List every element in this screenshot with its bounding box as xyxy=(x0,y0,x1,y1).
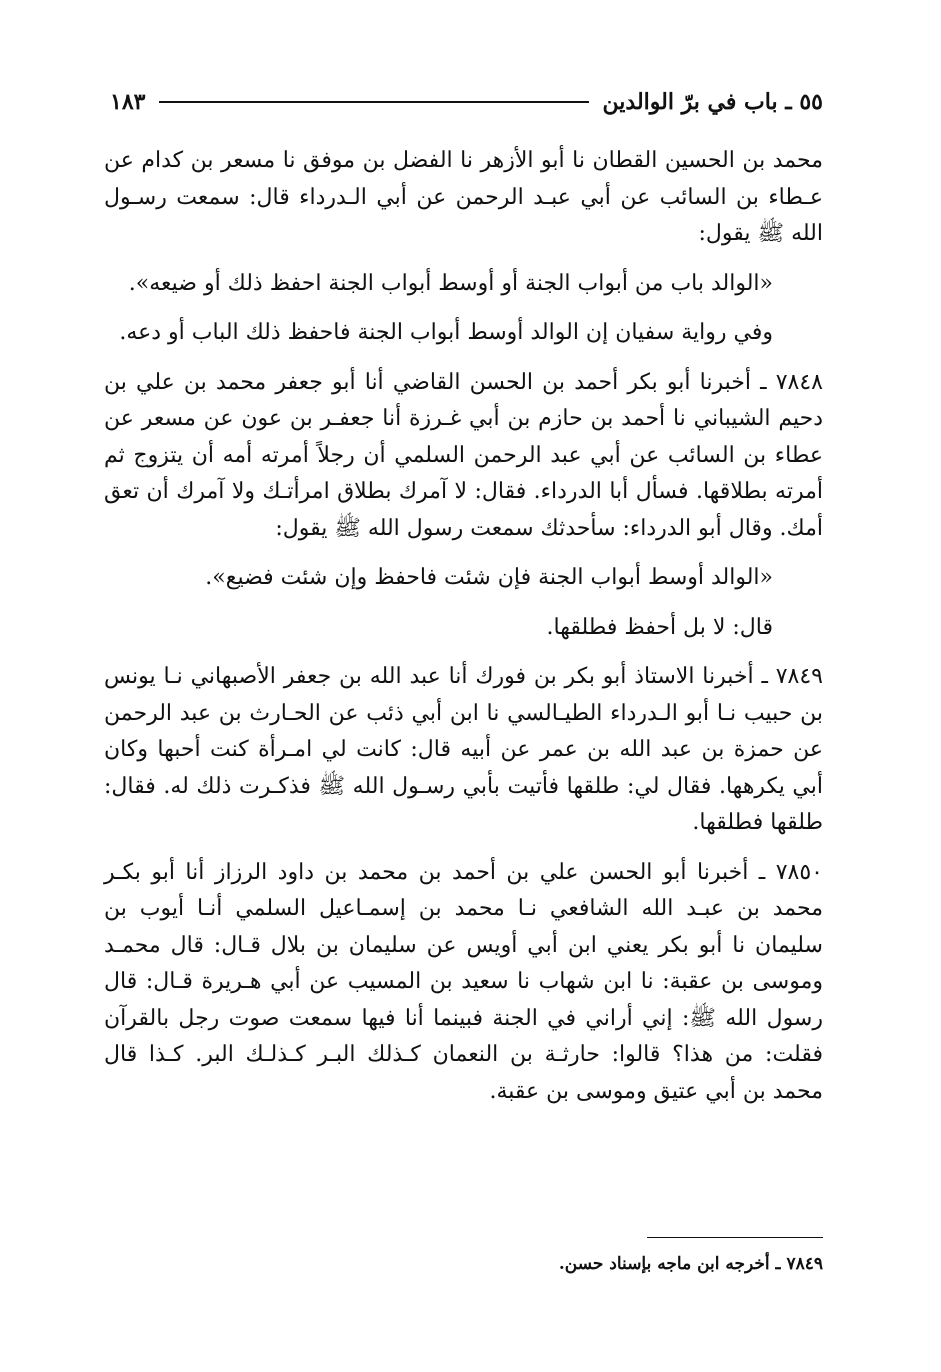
header-rule xyxy=(159,101,588,103)
hadith-paragraph: محمد بن الحسين القطان نا أبو الأزهر نا الفضل بن موفق نا مسعر بن كدام عن عـطاء بن السائب عن أبي عبـد الرحمن عن أبي الـدرداء قال: سمعت رسـول الله ﷺ يقول: xyxy=(104,148,823,246)
page-number: ١٨٣ xyxy=(110,89,146,115)
hadith-quote: «الوالد باب من أبواب الجنة أو أوسط أبواب الجنة احفظ ذلك أو ضيعه». xyxy=(128,270,773,296)
hadith-paragraph: ٧٨٤٨ ـ أخبرنا أبو بكر أحمد بن الحسن القاضي أنا أبو جعفر محمد بن علي بن دحيم الشيباني نا أحمد بن حازم بن أبي غـرزة أنا جعفـر بن عون عن مسعر عن عطاء بن السائب عن أبي عبد الرحمن السلمي أن رجلاً أمرته أمه أن يتزوج ثم أمرته بطلاقها. فسأل أبا الدرداء. فقال: لا آمرك بطلاق امرأتـك ولا آمرك أن تعق أمك. وقال أبو الدرداء: سأحدثك سمعت رسول الله ﷺ يقول: xyxy=(104,369,823,541)
narration-note: قال: لا بل أحفظ فطلقها. xyxy=(546,614,773,640)
chapter-title: ٥٥ ـ باب في برّ الوالدين xyxy=(602,89,823,115)
footnote-separator xyxy=(647,1237,823,1238)
narration-note: وفي رواية سفيان إن الوالد أوسط أبواب الجنة فاحفظ ذلك الباب أو دعه. xyxy=(119,320,773,345)
running-header xyxy=(110,84,823,120)
hadith-quote: «الوالد أوسط أبواب الجنة فإن شئت فاحفظ وإن شئت فضيع». xyxy=(205,565,773,590)
hadith-paragraph: ٧٨٥٠ ـ أخبرنا أبو الحسن علي بن أحمد بن محمد بن داود الرزاز أنا أبو بكـر محمد بن عبـد الله الشافعي نـا محمد بن إسمـاعيل السلمي أنـا أيوب بن سليمان نا أبو بكر يعني ابن أبي أويس عن سليمان بن بلال قـال: قال محمـد وموسى بن عقبة: نا ابن شهاب نا سعيد بن المسيب عن أبي هـريرة قـال: قال رسول الله ﷺ: إني أراني في الجنة فبينما أنا فيها سمعت صوت رجل بالقرآن فقلت: من هذا؟ قالوا: حارثـة بن النعمان كـذلك البـر كـذلـك البر. كـذا قال محمد بن أبي عتيق وموسى بن عقبة. xyxy=(104,859,823,1104)
footnote: ٧٨٤٩ ـ أخرجه ابن ماجه بإسناد حسن. xyxy=(558,1254,823,1274)
hadith-paragraph: ٧٨٤٩ ـ أخبرنا الاستاذ أبو بكر بن فورك أنا عبد الله بن جعفر الأصبهاني نـا يونس بن حبيب نـا أبو الـدرداء الطيـالسي نا ابن أبي ذئب عن الحـارث بن عبد الرحمن عن حمزة بن عبد الله بن عمر عن أبيه قال: كانت لي امـرأة كنت أحبها وكان أبي يكرهها. فقال لي: طلقها فأتيت بأبي رسـول الله ﷺ فذكـرت ذلك له. فقال: طلقها فطلقها. xyxy=(104,664,823,835)
main-text xyxy=(104,143,823,1123)
